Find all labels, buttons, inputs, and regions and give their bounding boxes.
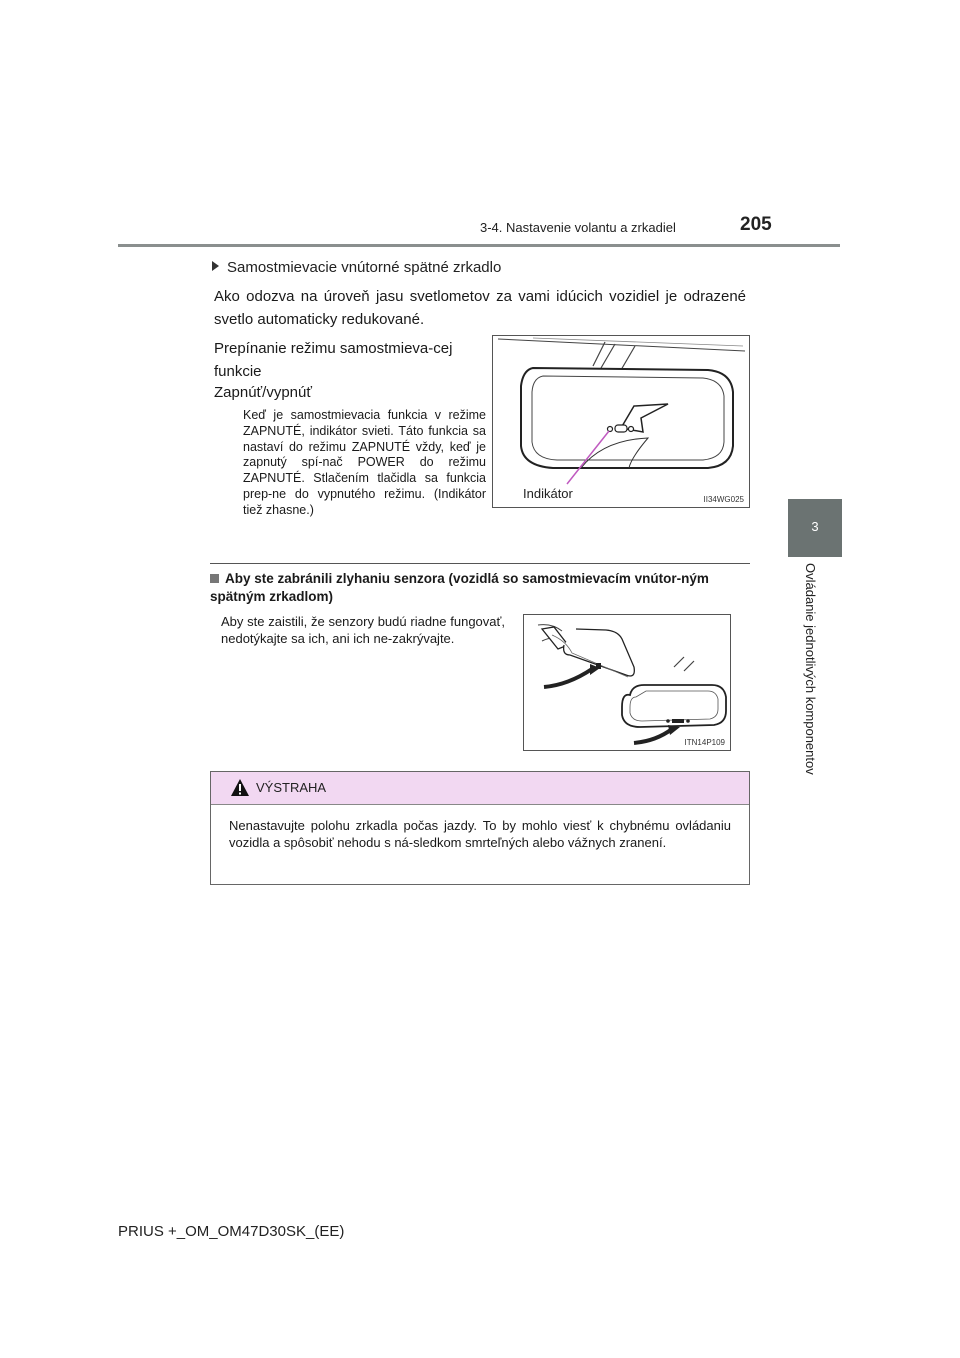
warning-title: VÝSTRAHA [256, 780, 327, 795]
footer-code: PRIUS +_OM_OM47D30SK_(EE) [118, 1223, 345, 1240]
switch-label: Prepínanie režimu samostmieva-cej funkcie [214, 340, 453, 380]
mirror-heading [212, 259, 501, 276]
sensor-illustration [524, 615, 730, 750]
sensor-figure [523, 614, 731, 751]
header-section-title: 3-4. Nastavenie volantu a zrkadiel [480, 220, 676, 235]
mirror-intro: Ako odozva na úroveň jasu svetlometov za vami idúcich vozidiel je odrazené svetlo automaticky redukované. [214, 288, 746, 328]
bullet-arrow-icon [212, 261, 219, 271]
sensor-figure-code: ITN14P109 [684, 738, 725, 747]
heading-square-icon [210, 574, 219, 583]
chapter-title: Ovládanie jednotlivých komponentov [803, 563, 818, 775]
mirror-heading-text: Samostmievacie vnútorné spätné zrkadlo [227, 259, 502, 276]
chapter-number: 3 [811, 519, 819, 534]
mirror-figure-code: II34WG025 [703, 495, 744, 504]
warning-header [211, 772, 749, 805]
section-divider [210, 563, 750, 564]
mirror-note: Keď je samostmievacia funkcia v režime ZAPNUTÉ, indikátor svieti. Táto funkcia sa nastaví do režimu ZAPNUTÉ vždy, keď je zapnutý spí-nač POWER do režimu ZAPNUTÉ. Stlačením tlačidla sa funkcia prep-ne do vypnutého režimu. (Indikátor tiež zhasne.) [243, 408, 486, 517]
chapter-tab [788, 499, 842, 557]
header-rule [118, 244, 840, 247]
sensor-body: Aby ste zaistili, že senzory budú riadne fungovať, nedotýkajte sa ich, ani ich ne-zakrývajte. [221, 614, 505, 646]
sensor-heading-text: Aby ste zabránili zlyhaniu senzora (vozidlá so samostmievacím vnútor-ným spätným zrkadlom) [210, 571, 709, 604]
mirror-figure [492, 335, 750, 508]
warning-triangle-icon [230, 778, 250, 797]
warning-body: Nenastavujte polohu zrkadla počas jazdy. To by mohlo viesť k chybnému ovládaniu vozidla a spôsobiť nehodu s ná-sledkom smrteľných alebo vážnych zranení. [229, 818, 731, 850]
mirror-illustration [493, 336, 749, 507]
page-number: 205 [740, 214, 772, 235]
onoff-label: Zapnúť/vypnúť [214, 384, 312, 401]
sensor-heading [210, 570, 750, 606]
indicator-label: Indikátor [523, 486, 573, 501]
warning-box [210, 771, 750, 885]
